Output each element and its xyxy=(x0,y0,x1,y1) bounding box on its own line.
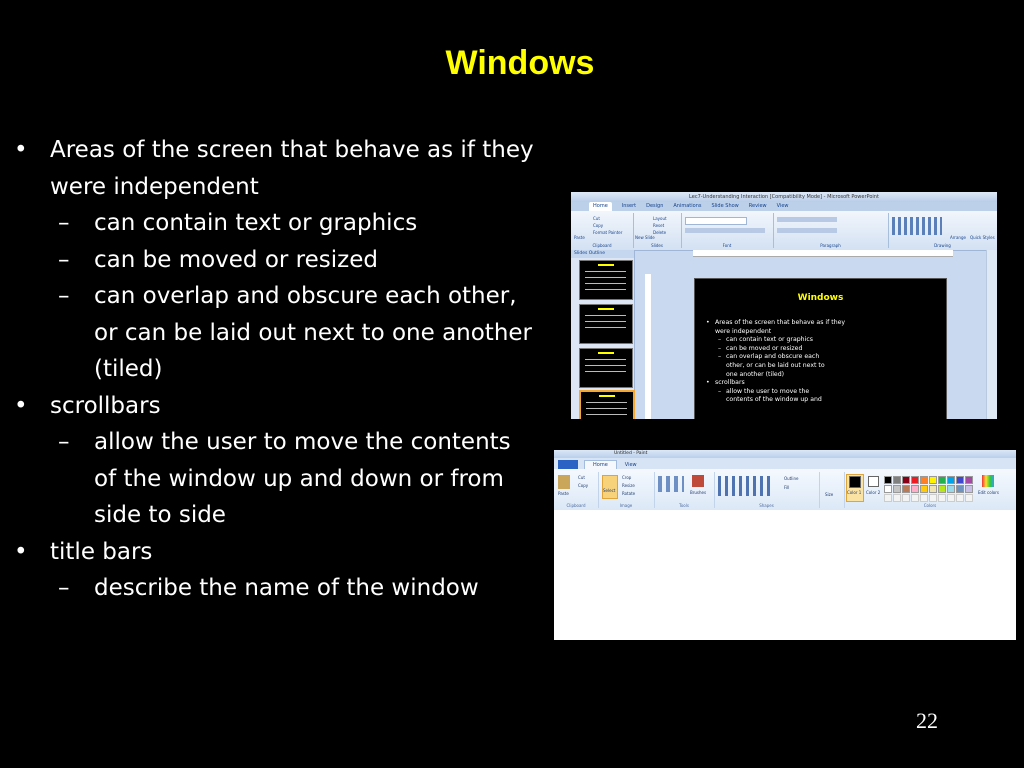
ppt-slide-thumbnail xyxy=(579,348,633,388)
paint-tab-view: View xyxy=(624,462,637,468)
paint-palette-swatch xyxy=(920,476,928,484)
ppt-paste-label: Paste xyxy=(574,235,585,240)
ppt-copy-label: Copy xyxy=(593,223,604,228)
paint-group-size xyxy=(819,472,845,508)
ppt-slide-bullet: • Areas of the screen that behave as if they were independent xyxy=(695,319,860,336)
paint-palette-swatch xyxy=(920,485,928,493)
bullet-text: scrollbars xyxy=(50,392,161,419)
page-number: 22 xyxy=(916,708,938,733)
bullet-list xyxy=(14,132,574,607)
ppt-group-drawing xyxy=(888,213,997,248)
paint-caption: Tools xyxy=(679,503,689,508)
paint-ribbon xyxy=(554,469,1016,511)
paint-paste-label: Paste xyxy=(558,491,569,496)
paint-palette-swatch xyxy=(929,476,937,484)
paint-crop-label: Crop xyxy=(622,475,632,480)
ppt-caption: Font xyxy=(722,243,732,248)
paint-group-colors xyxy=(844,472,1016,508)
paint-color2-swatch xyxy=(868,476,879,487)
paint-palette-swatch xyxy=(884,485,892,493)
sub-bullet-item xyxy=(14,205,574,242)
paint-group-shapes xyxy=(714,472,820,508)
paint-canvas xyxy=(554,510,1016,640)
ppt-slide-canvas xyxy=(694,278,947,419)
ppt-tab-design: Design xyxy=(646,203,664,209)
ppt-align-tools xyxy=(777,228,837,233)
paint-copy-label: Copy xyxy=(578,483,589,488)
slide-title: Windows xyxy=(445,44,595,82)
paint-brushes-label: Brushes xyxy=(690,490,707,495)
bullet-text: can contain text or graphics xyxy=(94,210,418,236)
bullet-text: can overlap and obscure each other, or can be laid out next to one another (tiled) xyxy=(94,283,533,382)
ppt-caption: Clipboard xyxy=(592,243,612,248)
ppt-slide-bullets xyxy=(695,319,860,405)
ppt-slide-sub-bullet: – allow the user to move the contents of the window up and xyxy=(695,388,826,405)
ppt-slide-sub-bullet: – can be moved or resized xyxy=(695,345,860,354)
ppt-tab-slideshow: Slide Show xyxy=(711,203,739,209)
paint-palette-empty-swatch xyxy=(965,494,973,502)
paint-size-label: Size xyxy=(825,492,834,497)
paint-select-label: Select xyxy=(603,488,616,493)
bullet-text: title bars xyxy=(50,538,153,565)
paint-fill-label: Fill xyxy=(784,485,790,490)
ppt-vertical-ruler xyxy=(645,274,651,419)
paint-palette-swatch xyxy=(884,476,892,484)
ppt-tab-review: Review xyxy=(748,203,767,209)
ppt-ribbon xyxy=(571,211,997,251)
ppt-new-slide-label: New Slide xyxy=(635,235,655,240)
ppt-caption: Paragraph xyxy=(820,243,841,248)
ppt-slide-thumbnail-selected xyxy=(579,390,635,419)
ppt-horizontal-ruler xyxy=(693,250,953,257)
paint-group-image xyxy=(598,472,655,508)
ppt-group-slides xyxy=(633,213,682,248)
ppt-group-paragraph xyxy=(773,213,889,248)
bullet-marker: • xyxy=(14,392,28,419)
ppt-tab-insert: Insert xyxy=(621,203,637,209)
ppt-pane-tabs xyxy=(571,250,634,258)
paint-palette-empty-swatch xyxy=(920,494,928,502)
sub-bullet-item xyxy=(14,570,574,607)
ppt-cut-label: Cut xyxy=(593,216,600,221)
ppt-quick-styles-label: Quick Styles xyxy=(970,235,995,240)
bullet-item xyxy=(14,388,574,425)
sub-bullet-marker: – xyxy=(58,246,70,273)
sub-bullet-marker: – xyxy=(58,429,70,455)
paint-palette-empty-swatch xyxy=(956,494,964,502)
paint-edit-colors-icon xyxy=(982,475,994,487)
paint-palette-swatch xyxy=(938,485,946,493)
paint-tools-icons xyxy=(658,476,684,492)
ppt-layout-label: Layout xyxy=(653,216,667,221)
paint-shapes-gallery xyxy=(718,476,774,496)
ppt-vertical-scrollbar xyxy=(986,250,997,419)
sub-bullet-marker: – xyxy=(58,575,70,601)
paint-screenshot xyxy=(554,450,1016,640)
ppt-slides-pane xyxy=(571,250,635,419)
bullet-item xyxy=(14,534,574,571)
paint-palette-swatch xyxy=(956,476,964,484)
paint-palette-empty-swatch xyxy=(929,494,937,502)
paint-rotate-label: Rotate xyxy=(622,491,636,496)
ppt-slide-sub-bullet: – can contain text or graphics xyxy=(695,336,860,345)
paint-palette-swatch xyxy=(938,476,946,484)
paint-select-button xyxy=(602,475,618,499)
paint-caption: Image xyxy=(619,503,633,508)
paint-palette-swatch xyxy=(956,485,964,493)
paint-palette-swatch xyxy=(947,476,955,484)
paint-caption: Clipboard xyxy=(566,503,586,508)
paint-palette-swatch xyxy=(893,485,901,493)
paint-outline-label: Outline xyxy=(784,476,799,481)
ppt-slide-title: Windows xyxy=(797,293,844,303)
bullet-marker: • xyxy=(14,137,28,163)
paint-palette-swatch xyxy=(947,485,955,493)
paint-palette-empty-swatch xyxy=(911,494,919,502)
paint-paste-icon xyxy=(558,475,570,489)
paint-palette-swatch xyxy=(911,476,919,484)
paint-color1-swatch xyxy=(849,476,861,488)
sub-bullet-item xyxy=(14,278,544,388)
sub-bullet-marker: – xyxy=(58,210,70,236)
bullet-item xyxy=(14,132,574,205)
ppt-slide-bullet: • scrollbars xyxy=(695,379,860,388)
ppt-ribbon-tabs xyxy=(571,202,997,211)
ppt-slide-thumbnail xyxy=(579,260,633,300)
paint-palette-swatch xyxy=(902,485,910,493)
paint-palette-swatch xyxy=(965,476,973,484)
ppt-reset-label: Reset xyxy=(653,223,665,228)
paint-palette-empty-swatch xyxy=(884,494,892,502)
sub-bullet-marker: – xyxy=(58,283,70,309)
ppt-tab-view: View xyxy=(776,203,789,209)
paint-ribbon-tabs xyxy=(554,458,1016,469)
ppt-delete-label: Delete xyxy=(653,230,667,235)
paint-tab-home: Home xyxy=(584,460,617,469)
paint-group-clipboard xyxy=(554,472,599,508)
powerpoint-screenshot xyxy=(571,192,997,419)
ppt-pane-tab-slides: Slides xyxy=(574,251,588,256)
paint-palette-swatch xyxy=(965,485,973,493)
paint-cut-label: Cut xyxy=(578,475,585,480)
paint-palette-swatch xyxy=(911,485,919,493)
bullet-marker: • xyxy=(14,538,28,565)
paint-caption: Shapes xyxy=(759,503,774,508)
ppt-group-clipboard xyxy=(571,213,634,248)
ppt-font-tools xyxy=(685,228,765,233)
paint-color1-label: Color 1 xyxy=(847,490,862,495)
ppt-pane-tab-outline: Outline xyxy=(588,251,606,256)
bullet-text: Areas of the screen that behave as if they were independent xyxy=(50,137,534,200)
paint-palette-swatch xyxy=(893,476,901,484)
sub-bullet-item xyxy=(14,242,574,279)
paint-brushes-icon xyxy=(692,475,704,487)
paint-title-bar: Untitled - Paint xyxy=(554,450,1016,458)
bullet-text: allow the user to move the contents of the window up and down or from side to side xyxy=(94,429,511,528)
ppt-tab-animations: Animations xyxy=(673,203,702,209)
ppt-tab-home: Home xyxy=(589,202,612,211)
ppt-title-bar: Lec7-Understanding Interaction [Compatibility Mode] - Microsoft PowerPoint xyxy=(571,192,997,202)
paint-group-tools xyxy=(654,472,715,508)
paint-resize-label: Resize xyxy=(622,483,635,488)
ppt-caption: Slides xyxy=(651,243,663,248)
ppt-shapes-gallery xyxy=(892,217,942,235)
ppt-arrange-label: Arrange xyxy=(950,235,966,240)
paint-menu-button xyxy=(558,460,578,469)
bullet-text: describe the name of the window xyxy=(94,575,479,601)
paint-palette-swatch xyxy=(902,476,910,484)
paint-palette-empty-swatch xyxy=(902,494,910,502)
paint-palette-empty-swatch xyxy=(938,494,946,502)
ppt-group-font xyxy=(681,213,774,248)
ppt-slide-thumbnail xyxy=(579,304,633,344)
ppt-slide-sub-bullet: – can overlap and obscure each other, or can be laid out next to one another (tiled) xyxy=(695,353,836,379)
paint-palette-empty-swatch xyxy=(893,494,901,502)
ppt-caption: Drawing xyxy=(934,243,951,248)
paint-palette-swatch xyxy=(929,485,937,493)
paint-caption: Colors xyxy=(923,503,937,508)
paint-palette-empty-swatch xyxy=(947,494,955,502)
ppt-font-box xyxy=(685,217,747,225)
ppt-format-painter-label: Format Painter xyxy=(593,230,623,235)
ppt-para-tools xyxy=(777,217,837,222)
bullet-text: can be moved or resized xyxy=(94,246,378,273)
paint-edit-colors-label: Edit colors xyxy=(978,490,999,495)
paint-color2-label: Color 2 xyxy=(866,490,881,495)
sub-bullet-item xyxy=(14,424,534,534)
